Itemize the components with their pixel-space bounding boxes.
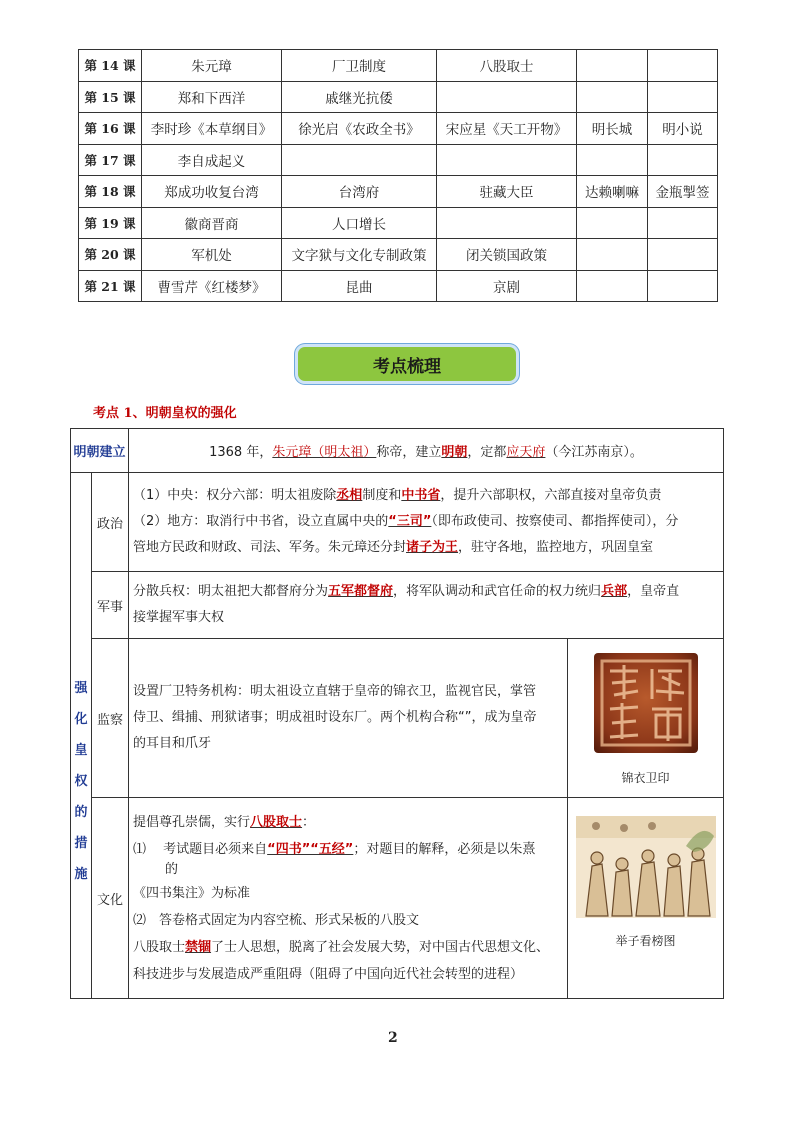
lesson-item: 徐光启《农政全书》 [282, 113, 437, 145]
military-row [71, 572, 724, 639]
founding-keyword: 应天府 [506, 445, 546, 460]
lesson-item [648, 81, 718, 113]
military-line-2: 接掌握军事大权 [133, 610, 225, 625]
military-text [129, 572, 724, 639]
lesson-item: 昆曲 [282, 270, 437, 302]
lesson-row [79, 113, 718, 145]
lesson-item [577, 50, 648, 82]
culture-line-3: 的 [165, 861, 179, 877]
lesson-item: 台湾府 [282, 176, 437, 208]
lesson-item [577, 81, 648, 113]
lesson-row [79, 270, 718, 302]
page-number: 2 [388, 1030, 398, 1046]
lesson-item: 明长城 [577, 113, 648, 145]
culture-line-7: 科技进步与发展造成严重阻碍（阻碍了中国向近代社会转型的进程） [133, 966, 524, 982]
lesson-item: 驻藏大臣 [437, 176, 577, 208]
lesson-item: 曹雪芹《红楼梦》 [142, 270, 282, 302]
surveillance-line-2: 侍卫、缉捕、刑狱诸事；明成祖时设东厂。两个机构合称“”，成为皇帝 [133, 710, 537, 725]
surveillance-row [71, 639, 724, 798]
lesson-number: 第 17 课 [79, 144, 142, 176]
military-label: 军事 [92, 572, 129, 639]
founding-text-part: ，定都 [467, 445, 507, 460]
exam-figure [568, 798, 724, 999]
text-part: ，皇帝直 [627, 584, 680, 599]
keyword: 禁锢 [185, 939, 212, 955]
politics-line-2 [133, 509, 719, 535]
seal-image [592, 651, 700, 755]
lesson-number: 第 18 课 [79, 176, 142, 208]
lesson-row [79, 81, 718, 113]
lesson-item [577, 207, 648, 239]
lesson-number: 第 19 课 [79, 207, 142, 239]
lesson-item: 达赖喇嘛 [577, 176, 648, 208]
lesson-item: 厂卫制度 [282, 50, 437, 82]
founding-text-part: 1368 年， [209, 445, 273, 460]
keyword: “三司” [388, 514, 432, 529]
lesson-item: 郑和下西洋 [142, 81, 282, 113]
lesson-item [577, 239, 648, 271]
keyword: 丞相 [336, 488, 363, 503]
lesson-item: 闭关锁国政策 [437, 239, 577, 271]
text-part: 分散兵权：明太祖把大都督府分为 [133, 584, 329, 599]
lesson-number: 第 20 课 [79, 239, 142, 271]
text-part: ，提升六部职权，六部直接对皇帝负责 [440, 488, 662, 503]
measures-label-char: 化 [74, 712, 88, 727]
measures-label-char: 权 [74, 774, 88, 789]
exam-caption: 举子看榜图 [615, 934, 676, 948]
culture-line-4: 《四书集注》为标准 [133, 885, 251, 901]
section-title: 考点 1、明朝皇权的强化 [93, 406, 237, 421]
text-part: 制度和 [362, 488, 402, 503]
keyword: 诸子为王 [406, 540, 459, 555]
lesson-item: 郑成功收复台湾 [142, 176, 282, 208]
keyword: “四书”“五经” [267, 841, 354, 857]
measures-label-char: 措 [74, 836, 88, 851]
surveillance-label: 监察 [92, 639, 129, 798]
lesson-item [648, 270, 718, 302]
lesson-table-body [79, 50, 718, 302]
surveillance-line-3: 的耳目和爪牙 [133, 736, 212, 751]
keyword: 中书省 [401, 488, 441, 503]
lesson-item: 军机处 [142, 239, 282, 271]
keyword: 五军都督府 [328, 584, 394, 599]
culture-label: 文化 [92, 798, 129, 999]
founding-text [129, 429, 724, 473]
text-part: （1）中央：权分六部：明太祖废除 [133, 488, 337, 503]
text-part: （即布政使司、按察使司、都指挥使司），分 [431, 514, 679, 529]
lesson-item [577, 270, 648, 302]
culture-line-6 [133, 934, 563, 961]
lesson-item [437, 144, 577, 176]
lesson-number: 第 15 课 [79, 81, 142, 113]
lesson-item [648, 207, 718, 239]
measures-label-char: 强 [74, 681, 88, 696]
text-part: （2）地方：取消行中书省，设立直属中央的 [133, 514, 389, 529]
lesson-item: 李时珍《本草纲目》 [142, 113, 282, 145]
culture-text [129, 798, 568, 999]
text-part: 八股取士 [133, 939, 186, 955]
text-part: 提倡尊孔崇儒，实行 [133, 814, 251, 830]
surveillance-line-1: 设置厂卫特务机构：明太祖设立直辖于皇帝的锦衣卫，监视官民，掌管 [133, 684, 537, 699]
lesson-item [437, 81, 577, 113]
politics-text [129, 473, 724, 572]
text-part: 管地方民政和财政、司法、军务。朱元璋还分封 [133, 540, 407, 555]
founding-text-part: （今江苏南京）。 [545, 445, 643, 460]
lesson-item [437, 207, 577, 239]
lesson-item: 朱元璋 [142, 50, 282, 82]
lesson-item [648, 50, 718, 82]
kaodian-table [70, 428, 724, 999]
lesson-item: 李自成起义 [142, 144, 282, 176]
lesson-table [78, 49, 718, 302]
culture-row [71, 798, 724, 999]
text-part: ⑴ 考试题目必须来自 [133, 841, 268, 857]
lesson-item [648, 144, 718, 176]
politics-label: 政治 [92, 473, 129, 572]
lesson-item: 八股取士 [437, 50, 577, 82]
lesson-item [577, 144, 648, 176]
keyword: 八股取士 [250, 814, 303, 830]
culture-line-2 [133, 840, 563, 860]
text-part: ；对题目的解释，必须是以朱熹 [353, 841, 536, 857]
measures-label-char: 的 [74, 805, 88, 820]
lesson-number: 第 14 课 [79, 50, 142, 82]
culture-line-1 [133, 809, 563, 836]
lesson-item: 戚继光抗倭 [282, 81, 437, 113]
founding-label: 明朝建立 [71, 429, 129, 473]
lesson-row [79, 176, 718, 208]
seal-caption: 锦衣卫印 [621, 770, 670, 785]
lesson-item: 徽商晋商 [142, 207, 282, 239]
lesson-item [282, 144, 437, 176]
text-part: ，将军队调动和武官任命的权力统归 [393, 584, 602, 599]
text-part: ，驻守各地，监控地方，巩固皇室 [458, 540, 654, 555]
politics-line-1 [133, 483, 719, 509]
lesson-item: 明小说 [648, 113, 718, 145]
lesson-row [79, 239, 718, 271]
lesson-row [79, 207, 718, 239]
founding-row [71, 429, 724, 473]
lesson-item: 金瓶掣签 [648, 176, 718, 208]
lesson-item: 文字狱与文化专制政策 [282, 239, 437, 271]
text-part: 了士人思想，脱离了社会发展大势，对中国古代思想文化、 [211, 939, 550, 955]
founding-text-part: 称帝，建立 [376, 445, 442, 460]
lesson-item: 京剧 [437, 270, 577, 302]
measures-label-char: 皇 [74, 743, 88, 758]
founding-keyword: 明朝 [441, 445, 468, 460]
keyword: 兵部 [601, 584, 628, 599]
exam-image [576, 816, 716, 918]
founding-keyword: 朱元璋（明太祖） [272, 445, 377, 460]
lesson-number: 第 16 课 [79, 113, 142, 145]
seal-figure [568, 639, 724, 798]
lesson-item: 宋应星《天工开物》 [437, 113, 577, 145]
section-banner: 考点梳理 [298, 347, 516, 381]
lesson-item: 人口增长 [282, 207, 437, 239]
text-part: ： [302, 814, 316, 830]
politics-row [71, 473, 724, 572]
military-line-1 [133, 579, 719, 605]
seal-body [594, 653, 698, 753]
lesson-row [79, 144, 718, 176]
politics-line-3 [133, 535, 719, 561]
surveillance-text [129, 639, 568, 798]
lesson-item [648, 239, 718, 271]
lesson-number: 第 21 课 [79, 270, 142, 302]
measures-vertical-label [71, 473, 92, 999]
culture-line-5: ⑵ 答卷格式固定为内容空梳、形式呆板的八股文 [133, 912, 420, 928]
measures-label-char: 施 [74, 867, 88, 882]
lesson-row [79, 50, 718, 82]
